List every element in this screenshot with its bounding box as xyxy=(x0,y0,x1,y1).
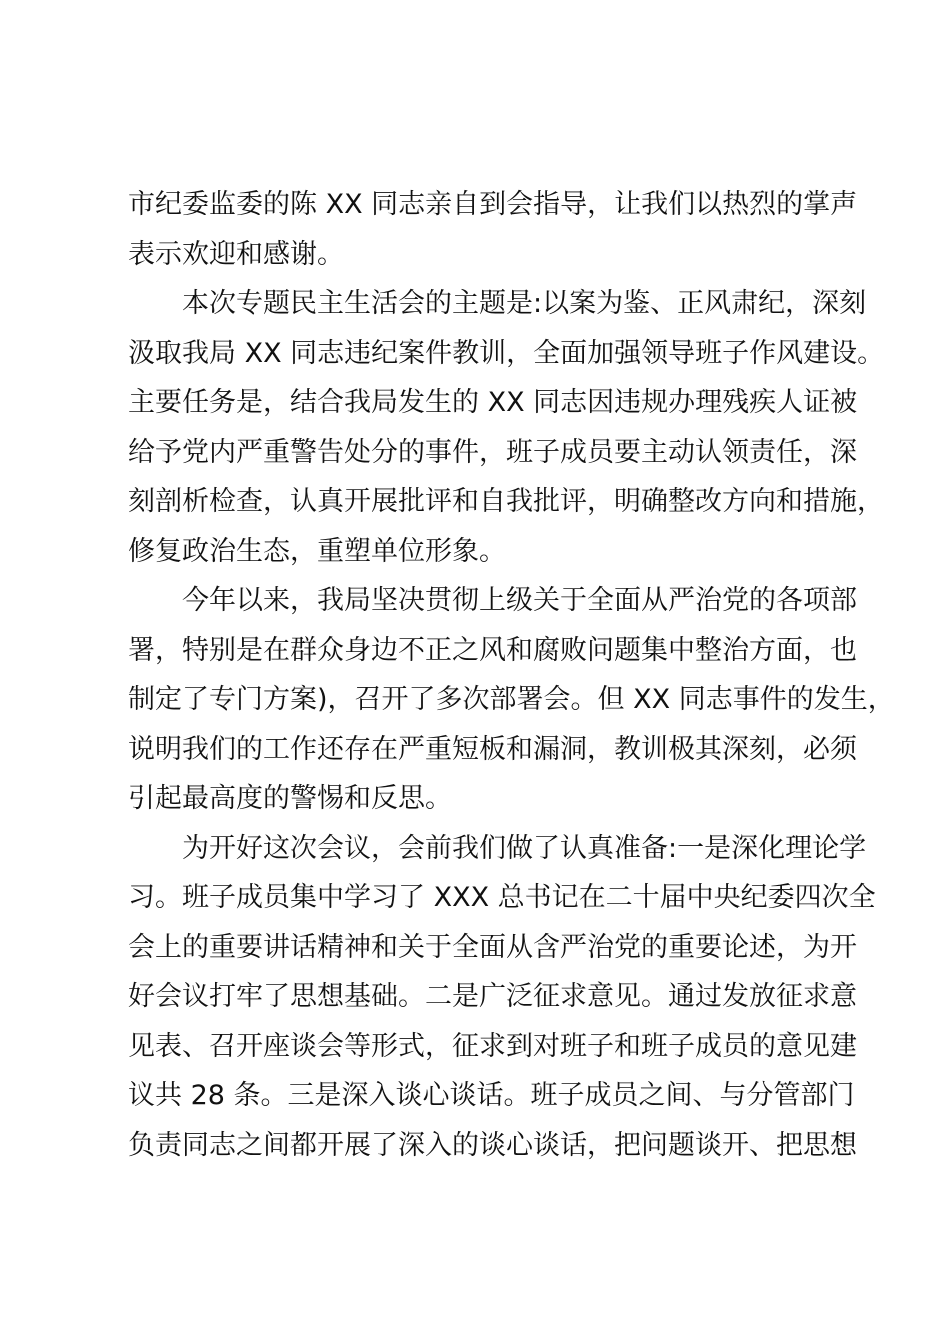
paragraph-2-line-6: 修复政治生态，重塑单位形象。 xyxy=(128,535,506,567)
paragraph-3-line-4: 说明我们的工作还存在严重短板和漏洞，教训极其深刻，必须 xyxy=(128,733,857,765)
paragraph-3-line-1: 今年以来，我局坚决贯彻上级关于全面从严治党的各项部 xyxy=(182,585,857,616)
paragraph-4-line-5: 见表、召开座谈会等形式，征求到对班子和班子成员的意见建 xyxy=(128,1030,857,1062)
paragraph-3-line-5: 引起最高度的警惕和反思。 xyxy=(128,783,452,814)
paragraph-2-line-5: 刻剖析检查，认真开展批评和自我批评，明确整改方向和措施， xyxy=(128,486,884,517)
paragraph-4-line-2: 习。班子成员集中学习了 XXX 总书记在二十届中央纪委四次全 xyxy=(128,882,876,913)
paragraph-3-line-3: 制定了专门方案)，召开了多次部署会。但 XX 同志事件的发生， xyxy=(128,684,895,715)
paragraph-2-line-3: 主要任务是，结合我局发生的 XX 同志因违规办理残疾人证被 xyxy=(128,387,858,418)
paragraph-1-line-1: 市纪委监委的陈 XX 同志亲自到会指导，让我们以热烈的掌声 xyxy=(128,189,858,220)
paragraph-4-line-1: 为开好这次会议，会前我们做了认真准备:一是深化理论学 xyxy=(182,832,867,864)
paragraph-4-line-3: 会上的重要讲话精神和关于全面从含严治党的重要论述，为开 xyxy=(128,931,857,963)
paragraph-2-line-2: 汲取我局 XX 同志违纪案件教训，全面加强领导班子作风建设。 xyxy=(128,337,885,369)
paragraph-4-line-4: 好会议打牢了思想基础。二是广泛征求意见。通过发放征求意 xyxy=(128,981,857,1012)
paragraph-2-line-1: 本次专题民主生活会的主题是:以案为鉴、正风肃纪，深刻 xyxy=(182,288,867,319)
paragraph-3-line-2: 署，特别是在群众身边不正之风和腐败问题集中整治方面，也 xyxy=(128,634,857,666)
document-body xyxy=(128,180,895,1170)
paragraph-1-line-2: 表示欢迎和感谢。 xyxy=(128,238,344,270)
paragraph-4-line-6: 议共 28 条。三是深入谈心谈话。班子成员之间、与分管部门 xyxy=(128,1080,855,1111)
paragraph-4-line-7: 负责同志之间都开展了深入的谈心谈话，把问题谈开、把思想 xyxy=(128,1129,857,1161)
paragraph-2-line-4: 给予党内严重警告处分的事件，班子成员要主动认领责任，深 xyxy=(128,436,857,468)
